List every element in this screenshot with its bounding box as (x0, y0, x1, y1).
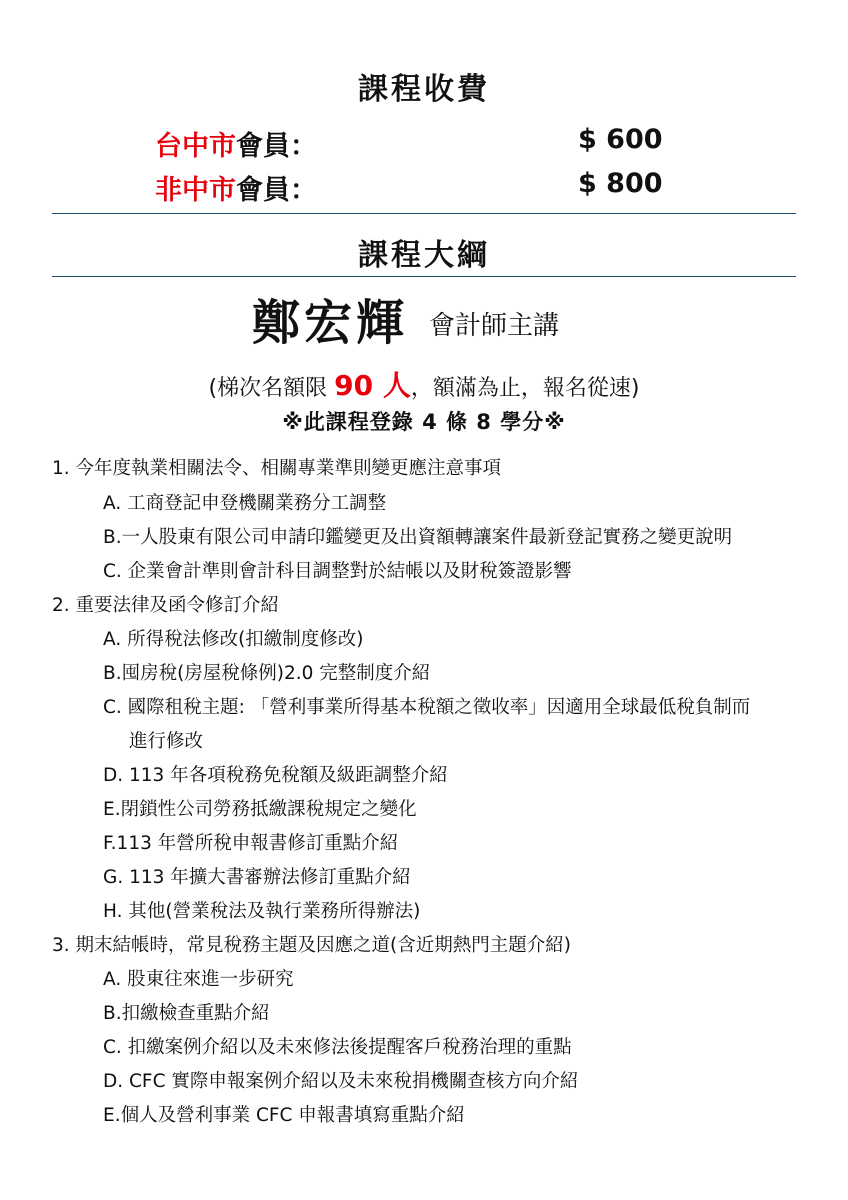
divider-bottom (52, 276, 796, 277)
outline-item: 進行修改 (129, 731, 204, 752)
fee-label-taichung (155, 124, 317, 163)
outline-item: B.囤房稅(房屋稅條例)2.0 完整制度介紹 (103, 663, 431, 684)
outline-item: 3. 期末結帳時，常見稅務主題及因應之道(含近期熱門主題介紹) (52, 935, 571, 956)
outline-item: E.個人及營利事業 CFC 申報書填寫重點介紹 (103, 1105, 465, 1126)
fee-label-red: 台中市 (155, 131, 236, 162)
fee-label-non-taichung (155, 168, 317, 207)
outline-item: E.閉鎖性公司勞務抵繳課稅規定之變化 (103, 799, 417, 820)
limit-number: 90 人 (334, 369, 411, 402)
outline-item: B.一人股東有限公司申請印鑑變更及出資額轉讓案件最新登記實務之變更說明 (103, 527, 733, 548)
divider-top (52, 213, 796, 214)
outline-item: H. 其他(營業稅法及執行業務所得辦法) (103, 901, 421, 922)
lecturer-name: 鄭宏輝 (252, 295, 409, 351)
fee-label-rest: 會員： (236, 131, 317, 162)
enrollment-limit (0, 364, 848, 404)
fee-price-taichung: $ 600 (578, 124, 663, 155)
lecturer-role: 會計師主講 (429, 311, 560, 341)
outline-item: F.113 年營所稅申報書修訂重點介紹 (103, 833, 399, 854)
outline-item: C. 國際租稅主題: 「營利事業所得基本稅額之徵收率」因適用全球最低稅負制而 (103, 697, 751, 718)
outline-item: 1. 今年度執業相關法令、相關專業準則變更應注意事項 (52, 458, 502, 479)
outline-item: D. CFC 實際申報案例介紹以及未來稅捐機關查核方向介紹 (103, 1071, 579, 1092)
fee-section-title: 課程收費 (358, 72, 490, 107)
outline-item: C. 扣繳案例介紹以及未來修法後提醒客戶稅務治理的重點 (103, 1037, 572, 1058)
outline-item: B.扣繳檢查重點介紹 (103, 1003, 270, 1024)
outline-item: D. 113 年各項稅務免稅額及級距調整介紹 (103, 765, 448, 786)
outline-item: A. 工商登記申登機關業務分工調整 (103, 493, 387, 514)
outline-item: 2. 重要法律及函令修訂介紹 (52, 595, 280, 616)
limit-suffix: ，額滿為止，報名從速) (410, 376, 640, 401)
fee-label-rest: 會員： (236, 175, 317, 206)
limit-prefix: (梯次名額限 (208, 376, 335, 401)
outline-item: G. 113 年擴大書審辦法修訂重點介紹 (103, 867, 411, 888)
outline-section-title: 課程大綱 (358, 238, 490, 273)
fee-price-non-taichung: $ 800 (578, 168, 663, 199)
outline-item: C. 企業會計準則會計科目調整對於結帳以及財稅簽證影響 (103, 561, 572, 582)
credit-note: ※此課程登錄 4 條 8 學分※ (282, 410, 566, 434)
outline-item: A. 股東往來進一步研究 (103, 969, 294, 990)
fee-label-red: 非中市 (155, 175, 236, 206)
outline-item: A. 所得稅法修改(扣繳制度修改) (103, 629, 364, 650)
